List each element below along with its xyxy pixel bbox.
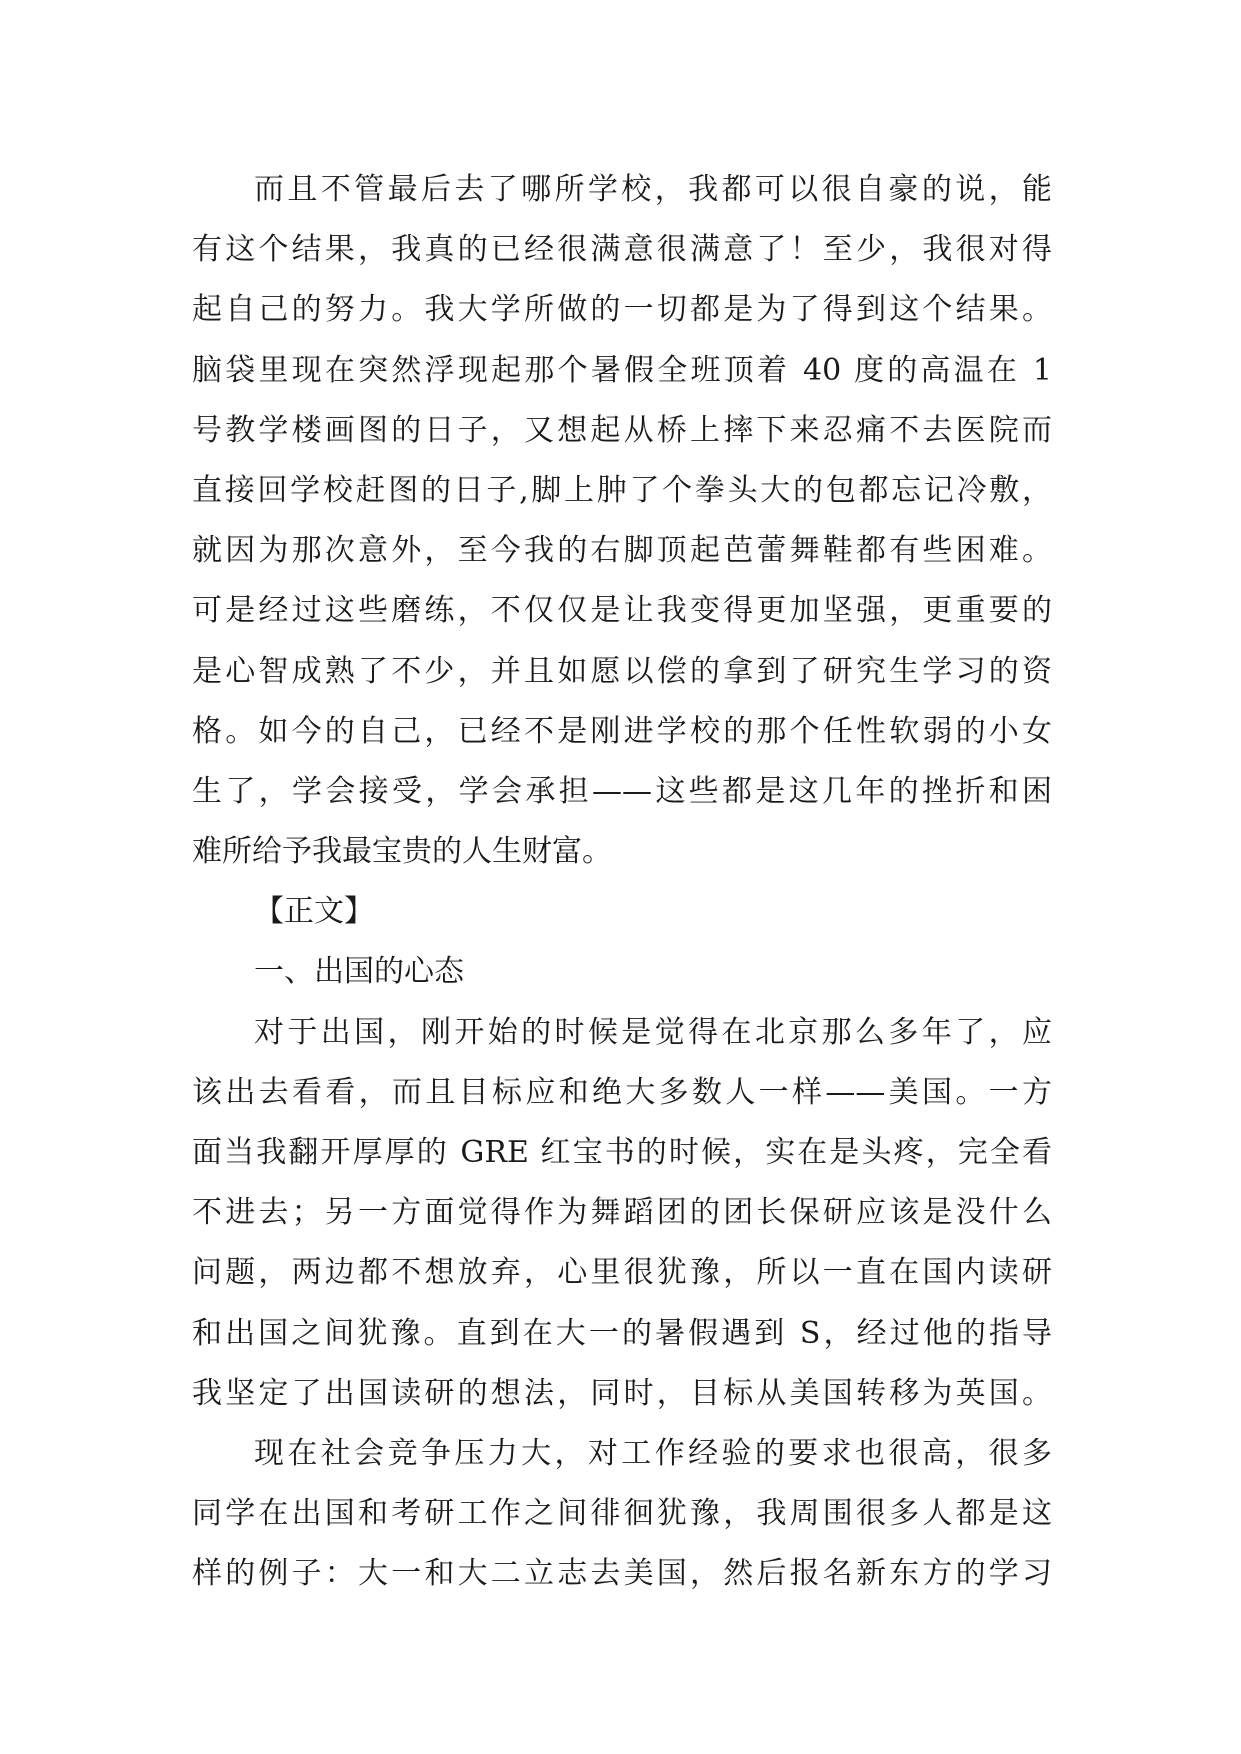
text-line: 脑袋里现在突然浮现起那个暑假全班顶着 40 度的高温在 1 (192, 352, 1052, 388)
text-line: 有这个结果，我真的已经很满意很满意了！至少，我很对得 (192, 232, 1052, 268)
text-line: 是心智成熟了不少，并且如愿以偿的拿到了研究生学习的资 (192, 653, 1052, 689)
document-body (192, 160, 1052, 1605)
text-line: 面当我翻开厚厚的 GRE 红宝书的时候，实在是头疼，完全看 (192, 1135, 1052, 1170)
text-line: 号教学楼画图的日子，又想起从桥上摔下来忍痛不去医院而 (192, 412, 1052, 448)
paragraph (192, 1003, 1052, 1424)
paragraph (192, 160, 1052, 882)
text-line: 我坚定了出国读研的想法，同时，目标从美国转移为英国。 (192, 1375, 1052, 1411)
text-line: 样的例子：大一和大二立志去美国，然后报名新东方的学习 (192, 1556, 1052, 1592)
text-line: 起自己的努力。我大学所做的一切都是为了得到这个结果。 (192, 292, 1052, 328)
text-line: 生了，学会接受，学会承担——这些都是这几年的挫折和困 (192, 773, 1052, 809)
text-line: 格。如今的自己，已经不是刚进学校的那个任性软弱的小女 (192, 713, 1052, 749)
paragraph (192, 1424, 1052, 1605)
text-line: 现在社会竞争压力大，对工作经验的要求也很高，很多 (254, 1435, 1052, 1471)
text-line: 该出去看看，而且目标应和绝大多数人一样——美国。一方 (192, 1074, 1052, 1110)
text-line: 可是经过这些磨练，不仅仅是让我变得更加坚强，更重要的 (192, 593, 1052, 629)
text-line: 同学在出国和考研工作之间徘徊犹豫，我周围很多人都是这 (192, 1496, 1052, 1532)
text-line: 难所给予我最宝贵的人生财富。 (192, 834, 612, 870)
text-line: 而且不管最后去了哪所学校，我都可以很自豪的说，能 (254, 172, 1052, 207)
text-line: 和出国之间犹豫。直到在大一的暑假遇到 S，经过他的指导 (192, 1315, 1052, 1351)
section-heading: 一、出国的心态 (254, 954, 464, 990)
text-line: 直接回学校赶图的日子,脚上肿了个拳头大的包都忘记冷敷， (192, 472, 1052, 508)
text-line: 问题，两边都不想放弃，心里很犹豫，所以一直在国内读研 (192, 1255, 1052, 1291)
section-label: 【正文】 (254, 894, 374, 930)
text-line: 对于出国，刚开始的时候是觉得在北京那么多年了，应 (254, 1014, 1052, 1050)
text-line: 就因为那次意外，至今我的右脚顶起芭蕾舞鞋都有些困难。 (192, 533, 1052, 569)
text-line: 不进去；另一方面觉得作为舞蹈团的团长保研应该是没什么 (192, 1195, 1052, 1231)
